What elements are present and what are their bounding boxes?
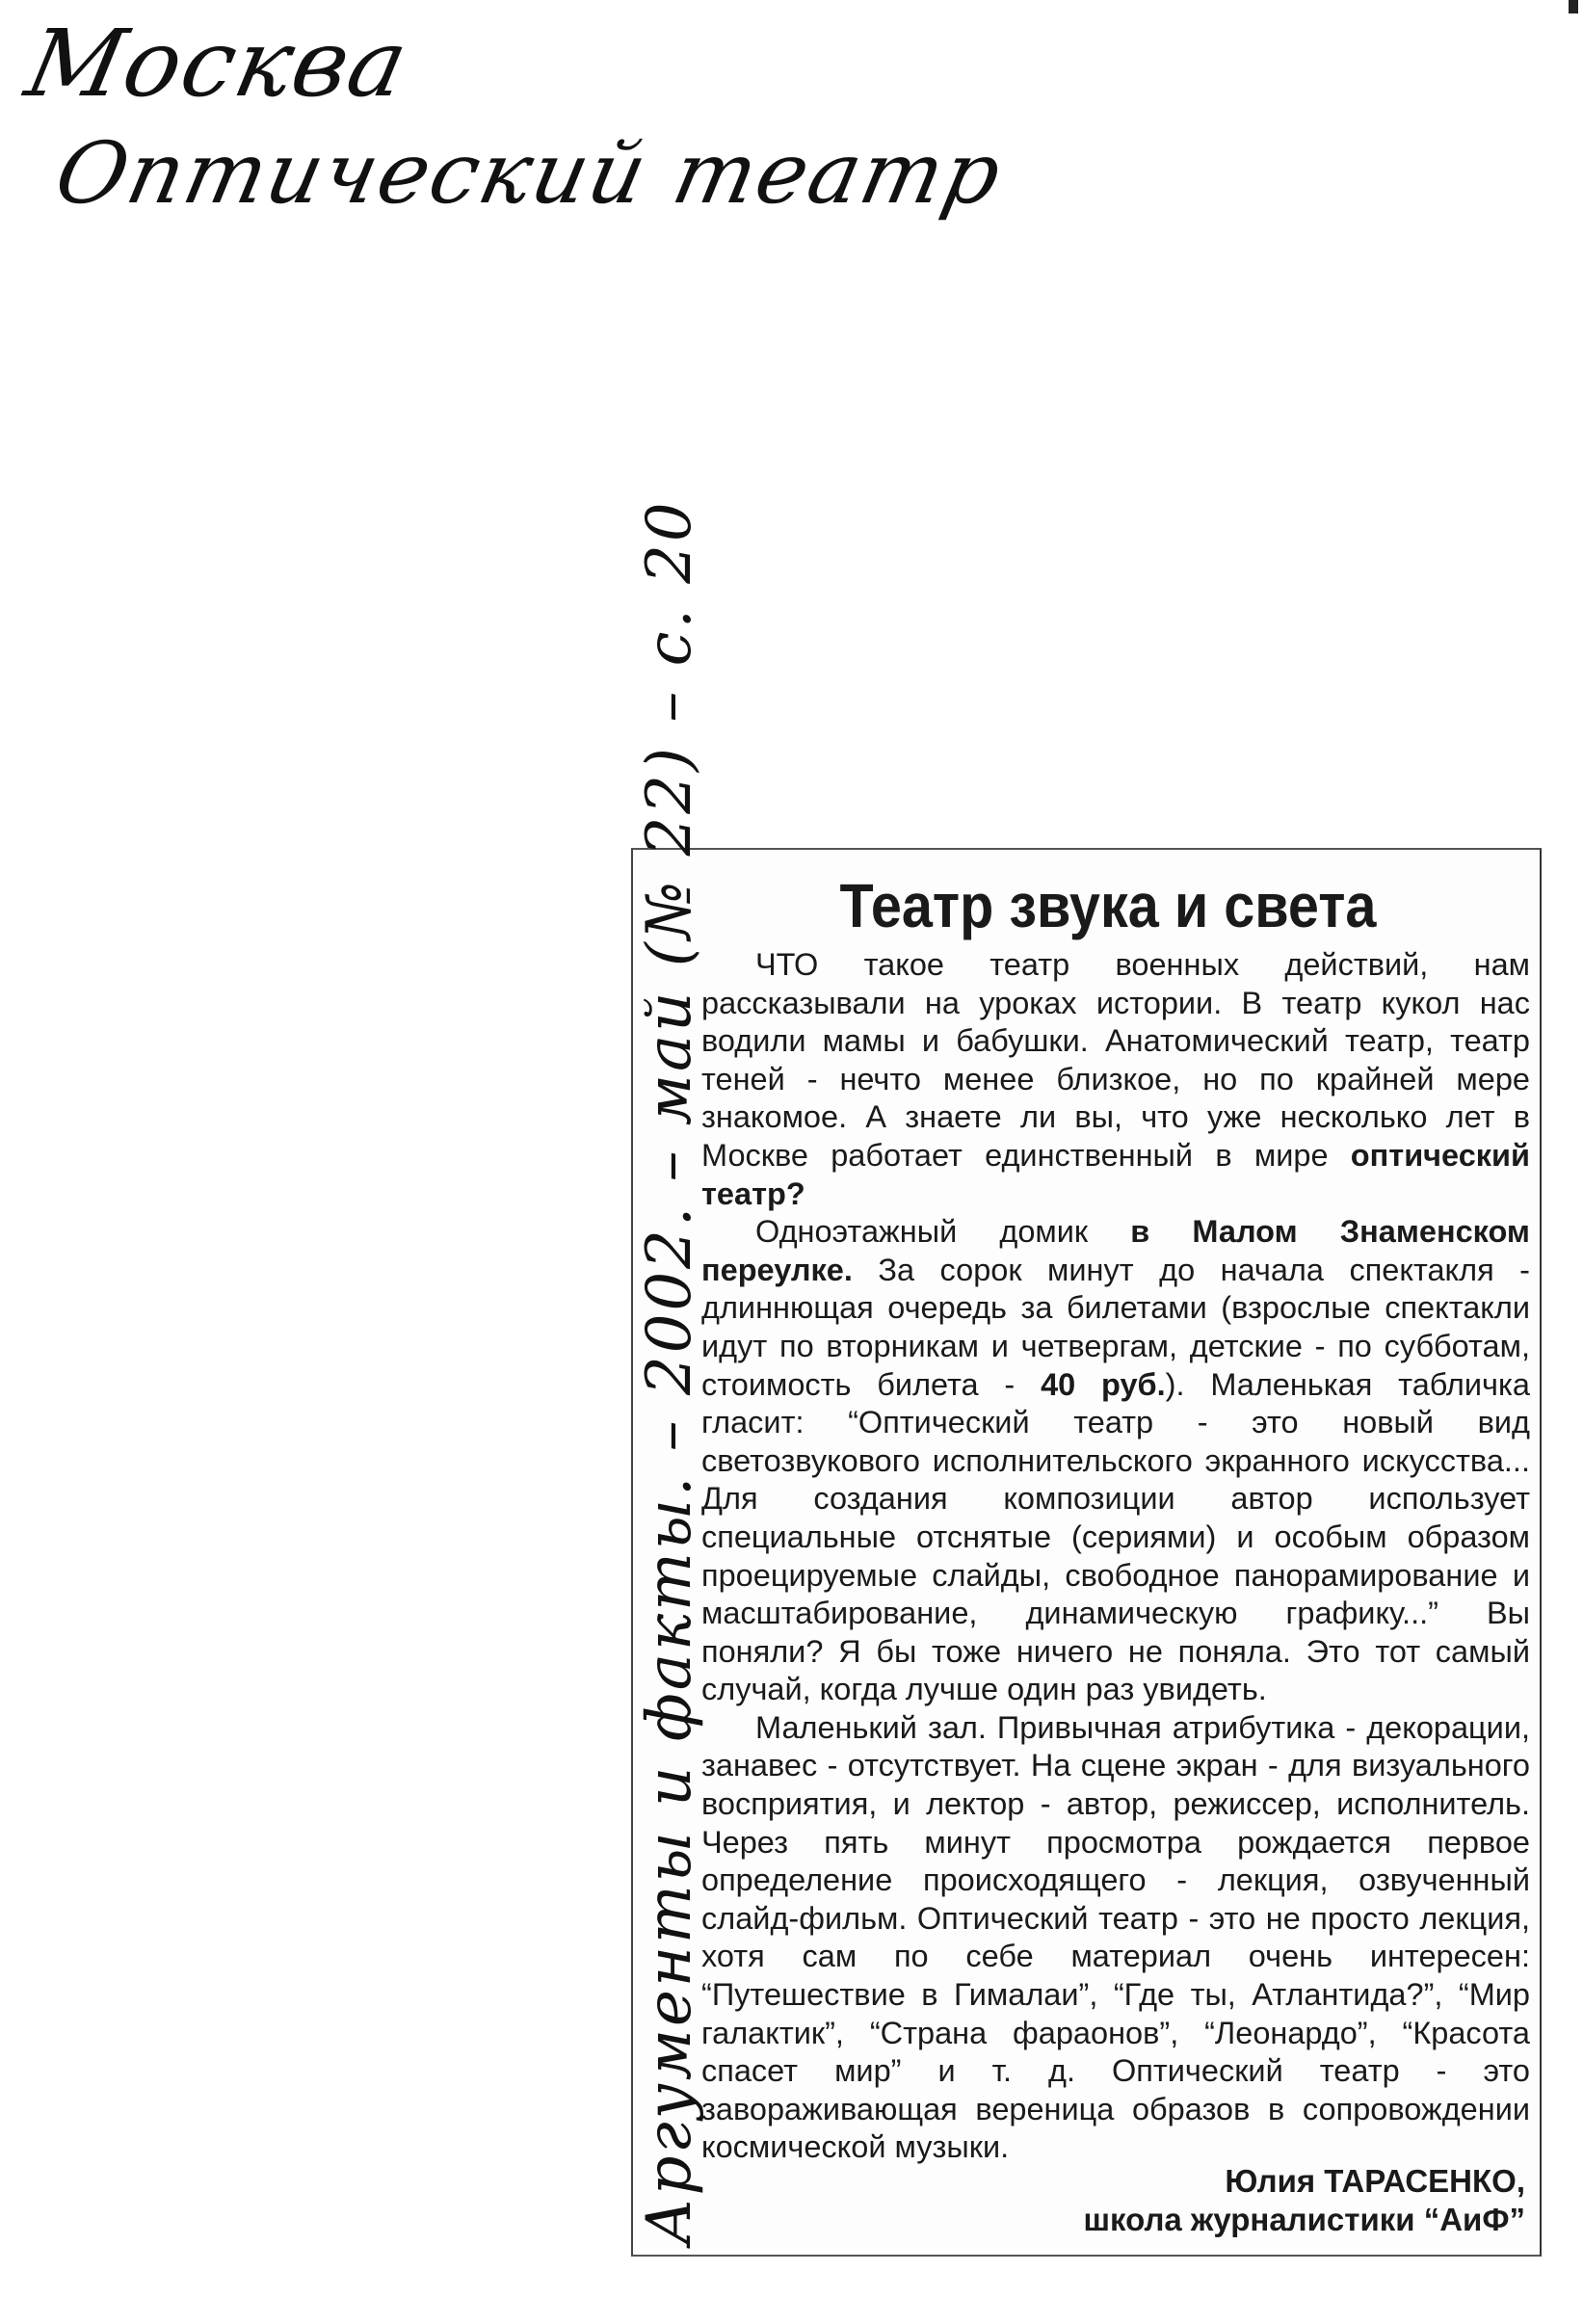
paragraph-2-mid: За сорок минут до начала спектакля - длиннющая очередь за билетами (взрослые спектакли идут по вторникам и четвергам, детские - по субботам, стоимость билета -: [701, 1252, 1530, 1402]
paragraph-1-bold: оптический театр?: [701, 1137, 1530, 1211]
paragraph-2-price: 40 руб.: [1041, 1366, 1166, 1402]
paragraph-1-text: ЧТО такое театр военных действий, нам рассказывали на уроках истории. В театр кукол нас водили мамы и бабушки. Анатомический театр, театр теней - нечто менее близкое, но по крайней мере знакомое. А знаете ли вы, что уже несколько лет в Москве работает единственный в мире: [701, 947, 1530, 1173]
handwritten-theater: Оптический театр: [47, 123, 1012, 223]
paragraph-3: Маленький зал. Привычная атрибутика - декорации, занавес - отсутствует. На сцене экран - для визуального восприятия, и лектор - автор, режиссер, исполнитель. Через пять минут просмотра рождается первое определение происходящего - лекция, озвученный слайд-фильм. Оптический театр - это не просто лекция, хотя сам по себе материал очень интересен: “Путешествие в Гималаи”, “Где ты, Атлантида?”, “Мир галактик”, “Страна фараонов”, “Леонардо”, “Красота спасет мир” и т. д. Оптический театр - это завораживающая вереница образов в сопровождении космической музыки.: [701, 1709, 1530, 2165]
paragraph-2-end: ). Маленькая табличка гласит: “Оптический театр - это новый вид светозвукового исполнительского экранного искусства... Для создания композиции автор использует специальные отснятые (сериями) и особым образом проецируемые слайды, свободное панорамирование и масштабирование, динамическую графику...” Вы поняли? Я бы тоже ничего не поняла. Это тот самый случай, когда лучше один раз увидеть.: [701, 1366, 1530, 1707]
handwritten-margin-source: Аргументы и факты. – 2002. – май (№ 22) – с. 20: [634, 499, 705, 2245]
paragraph-2: [701, 1213, 1530, 1709]
article-body: [701, 946, 1530, 2167]
paragraph-2-place: в Малом Знаменском переулке.: [701, 1214, 1530, 1287]
paragraph-2-start: Одноэтажный домик: [755, 1214, 1131, 1250]
paragraph-1: [701, 946, 1530, 1213]
handwritten-city: Москва: [17, 10, 419, 118]
article-title: Театр звука и света: [839, 871, 1377, 940]
scan-corner-mark: [1569, 0, 1578, 13]
byline-author: Юлия ТАРАСЕНКО,: [1225, 2163, 1525, 2199]
byline-school: школа журналистики “АиФ”: [1083, 2202, 1525, 2237]
